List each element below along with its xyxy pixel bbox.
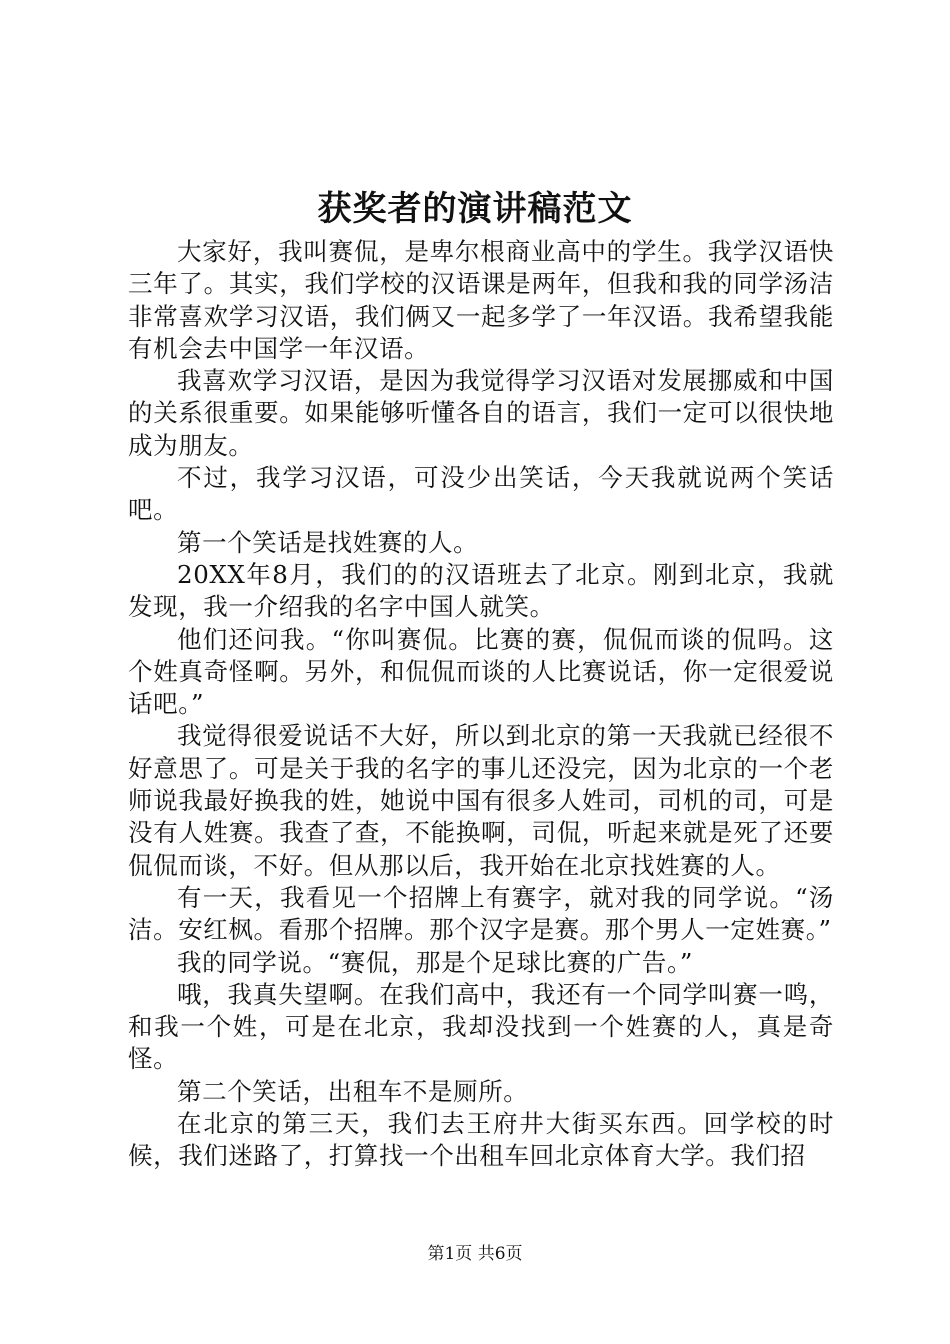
paragraph: 第一个笑话是找姓赛的人。 (177, 527, 479, 557)
paragraph: 20XX年8月，我们的的汉语班去了北京。刚到北京，我就发现，我一介绍我的名字中国人就笑。 (128, 559, 834, 622)
page-indicator: 第1页 共6页 (427, 1244, 523, 1264)
document-title: 获奖者的演讲稿范文 (317, 189, 633, 229)
paragraph: 第二个笑话，出租车不是厕所。 (177, 1076, 529, 1106)
paragraph: 大家好，我叫赛侃，是卑尔根商业高中的学生。我学汉语快三年了。其实，我们学校的汉语课是两年，但我和我的同学汤洁非常喜欢学习汉语，我们俩又一起多学了一年汉语。我希望我能有机会去中国学一年汉语。 (128, 237, 834, 363)
paragraph: 我觉得很爱说话不大好，所以到北京的第一天我就已经很不好意思了。可是关于我的名字的事儿还没完，因为北京的一个老师说我最好换我的姓，她说中国有很多人姓司，司机的司，可是没有人姓赛。我查了查，不能换啊，司侃，听起来就是死了还要侃侃而谈，不好。但从那以后，我开始在北京找姓赛的人。 (128, 721, 834, 880)
paragraph: 不过，我学习汉语，可没少出笑话，今天我就说两个笑话吧。 (128, 463, 834, 525)
paragraph: 在北京的第三天，我们去王府井大街买东西。回学校的时候，我们迷路了，打算找一个出租车回北京体育大学。我们招 (128, 1109, 834, 1171)
document-body (128, 236, 834, 1173)
paragraph: 我喜欢学习汉语，是因为我觉得学习汉语对发展挪威和中国的关系很重要。如果能够听懂各自的语言，我们一定可以很快地成为朋友。 (128, 366, 834, 460)
paragraph: 有一天，我看见一个招牌上有赛字，就对我的同学说。“汤洁。安红枫。看那个招牌。那个汉字是赛。那个男人一定姓赛。” (128, 882, 834, 945)
paragraph: 我的同学说。“赛侃，那是个足球比赛的广告。” (177, 947, 693, 977)
paragraph: 哦，我真失望啊。在我们高中，我还有一个同学叫赛一鸣，和我一个姓，可是在北京，我却没找到一个姓赛的人，真是奇怪。 (128, 979, 834, 1074)
paragraph: 他们还问我。“你叫赛侃。比赛的赛，侃侃而谈的侃吗。这个姓真奇怪啊。另外，和侃侃而谈的人比赛说话，你一定很爱说话吧。” (128, 624, 834, 719)
